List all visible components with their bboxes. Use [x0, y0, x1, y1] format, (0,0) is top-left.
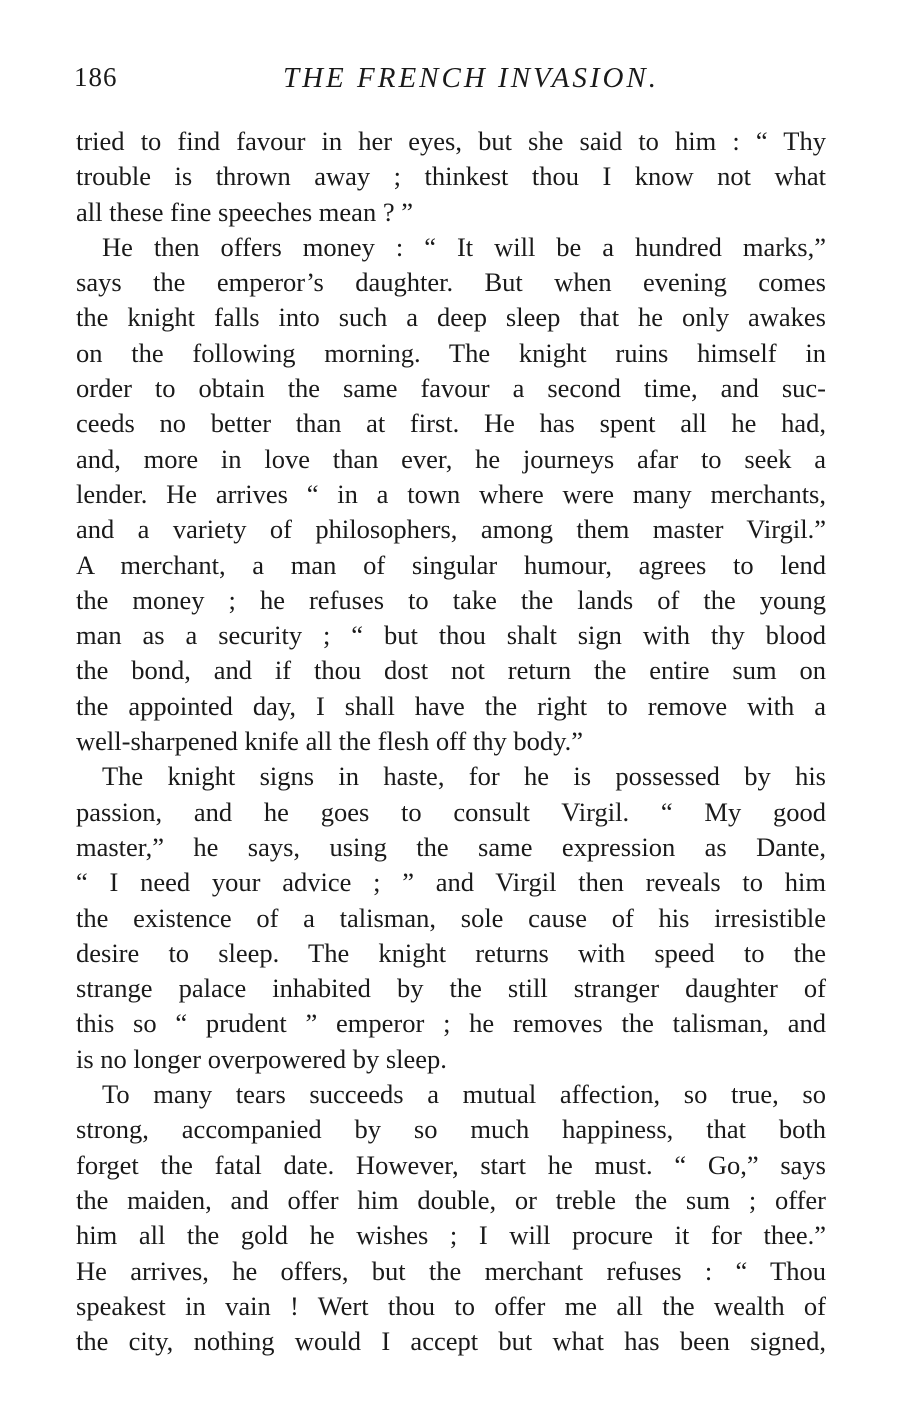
text-line: “ I need your advice ; ” and Virgil then reveals to him: [76, 867, 826, 898]
text-line: and a variety of philosophers, among them master Virgil.”: [76, 514, 826, 545]
text-line: ceeds no better than at first. He has spent all he had,: [76, 408, 826, 439]
paragraph-start-line: To many tears succeeds a mutual affection, so true, so: [102, 1079, 826, 1110]
text-line: passion, and he goes to consult Virgil. “ My good: [76, 796, 826, 827]
text-line: tried to find favour in her eyes, but she said to him : “ Thy: [76, 126, 826, 156]
text-line: speakest in vain ! Wert thou to offer me all the wealth of: [76, 1290, 826, 1321]
text-line: the existence of a talisman, sole cause of his irresistible: [76, 902, 826, 933]
text-line: the maiden, and offer him double, or treble the sum ; offer: [76, 1184, 826, 1215]
text-line: this so “ prudent ” emperor ; he removes the talisman, and: [76, 1008, 826, 1039]
text-line: A merchant, a man of singular humour, agrees to lend: [76, 549, 826, 580]
text-line: on the following morning. The knight ruins himself in: [76, 337, 826, 368]
text-line: order to obtain the same favour a second time, and suc-: [76, 373, 826, 404]
text-line: the bond, and if thou dost not return the entire sum on: [76, 655, 826, 686]
running-title: THE FRENCH INVASION.: [282, 62, 660, 94]
text-line: master,” he says, using the same expression as Dante,: [76, 831, 826, 862]
text-line: strange palace inhabited by the still stranger daughter of: [76, 973, 826, 1004]
text-line: trouble is thrown away ; thinkest thou I know not what: [76, 161, 826, 192]
body-text: [76, 124, 826, 1359]
text-line: all these fine speeches mean ? ”: [76, 196, 413, 227]
page-header: [74, 62, 828, 102]
text-line: He arrives, he offers, but the merchant refuses : “ Thou: [76, 1255, 826, 1286]
text-line: well-sharpened knife all the flesh off thy body.”: [76, 726, 584, 757]
text-line: forget the fatal date. However, start he must. “ Go,” says: [76, 1149, 826, 1180]
text-line: the knight falls into such a deep sleep that he only awakes: [76, 302, 826, 333]
text-line: and, more in love than ever, he journeys afar to seek a: [76, 443, 826, 474]
text-line: the money ; he refuses to take the lands of the young: [76, 584, 826, 615]
text-line: the city, nothing would I accept but what has been signed,: [76, 1326, 826, 1357]
text-line: the appointed day, I shall have the right to remove with a: [76, 690, 826, 721]
page-number: 186: [74, 62, 118, 92]
text-line: desire to sleep. The knight returns with speed to the: [76, 937, 826, 968]
paragraph-start-line: The knight signs in haste, for he is possessed by his: [102, 761, 826, 792]
text-line: man as a security ; “ but thou shalt sign with thy blood: [76, 620, 826, 651]
text-line: says the emperor’s daughter. But when evening comes: [76, 267, 826, 298]
text-line: strong, accompanied by so much happiness, that both: [76, 1114, 826, 1145]
text-line: him all the gold he wishes ; I will procure it for thee.”: [76, 1220, 826, 1251]
paragraph-start-line: He then offers money : “ It will be a hundred marks,”: [102, 231, 826, 262]
text-line: lender. He arrives “ in a town where were many merchants,: [76, 478, 826, 509]
text-line: is no longer overpowered by sleep.: [76, 1043, 447, 1074]
